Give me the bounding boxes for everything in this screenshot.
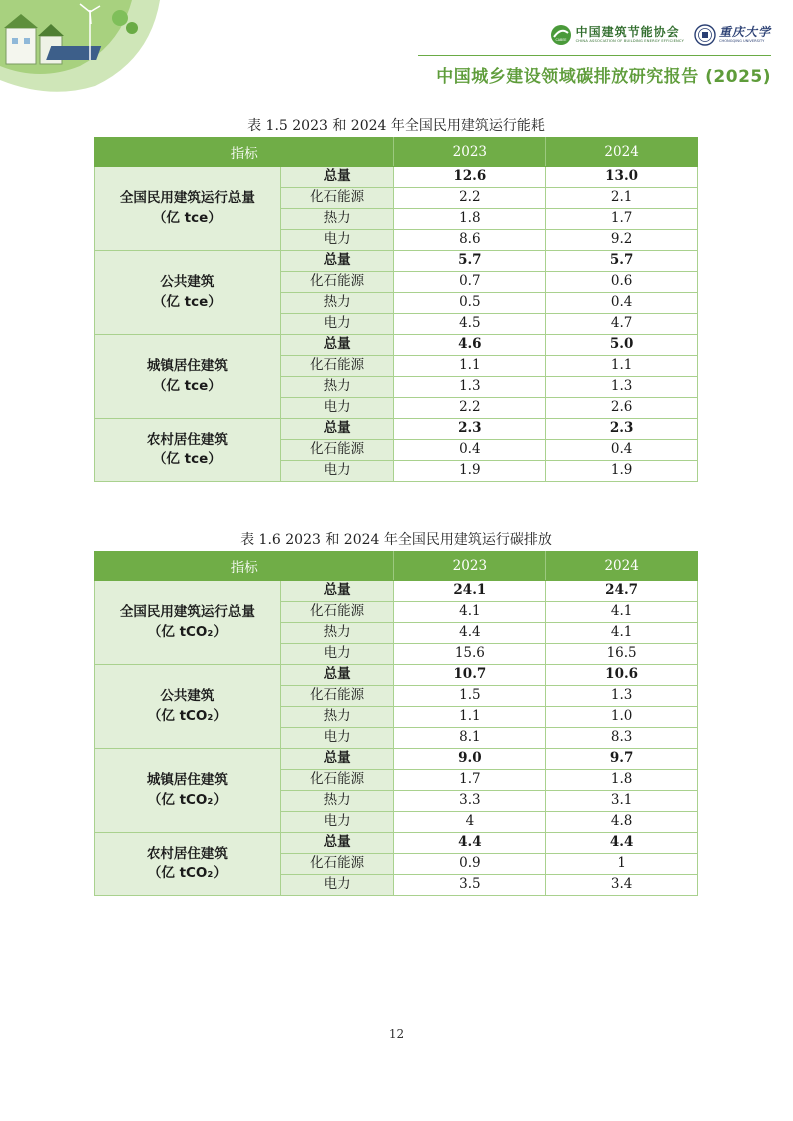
value-2024: 1.7	[546, 209, 698, 230]
association-logo	[550, 24, 684, 46]
value-2024: 8.3	[546, 728, 698, 749]
table-row	[95, 335, 698, 356]
value-2023: 0.7	[394, 272, 546, 293]
item-label: 总量	[280, 665, 394, 686]
group-label	[95, 167, 281, 251]
energy-consumption-table	[94, 137, 698, 482]
item-label: 化石能源	[280, 602, 394, 623]
value-2024: 1	[546, 854, 698, 875]
value-2023: 4.5	[394, 314, 546, 335]
value-2023: 5.7	[394, 251, 546, 272]
item-label: 化石能源	[280, 854, 394, 875]
item-label: 电力	[280, 230, 394, 251]
group-label	[95, 335, 281, 419]
group-label	[95, 749, 281, 833]
value-2024: 16.5	[546, 644, 698, 665]
value-2023: 3.3	[394, 791, 546, 812]
item-label: 电力	[280, 875, 394, 896]
group-name: 农村居住建筑	[146, 431, 228, 448]
header-year-2024: 2024	[546, 138, 698, 167]
value-2024: 13.0	[546, 167, 698, 188]
value-2024: 1.3	[546, 377, 698, 398]
group-label	[95, 833, 281, 896]
item-label: 化石能源	[280, 356, 394, 377]
value-2023: 2.2	[394, 398, 546, 419]
item-label: 总量	[280, 167, 394, 188]
value-2023: 4.6	[394, 335, 546, 356]
table-row	[95, 665, 698, 686]
value-2024: 1.8	[546, 770, 698, 791]
cabee-logo-icon	[550, 24, 572, 46]
value-2024: 2.6	[546, 398, 698, 419]
value-2024: 4.1	[546, 602, 698, 623]
header-year-2024: 2024	[546, 552, 698, 581]
item-label: 总量	[280, 833, 394, 854]
item-label: 热力	[280, 377, 394, 398]
group-name: 城镇居住建筑	[146, 772, 228, 788]
group-unit: （亿 tCO₂）	[147, 865, 227, 881]
group-unit: （亿 tce）	[152, 209, 222, 226]
value-2024: 1.3	[546, 686, 698, 707]
group-unit: （亿 tCO₂）	[147, 707, 227, 724]
item-label: 化石能源	[280, 272, 394, 293]
value-2023: 1.9	[394, 461, 546, 482]
group-name: 城镇居住建筑	[146, 358, 228, 374]
value-2024: 5.7	[546, 251, 698, 272]
item-label: 热力	[280, 791, 394, 812]
value-2023: 1.1	[394, 356, 546, 377]
value-2024: 4.8	[546, 812, 698, 833]
carbon-emission-table	[94, 551, 698, 896]
report-title: 中国城乡建设领域碳排放研究报告 (2025)	[436, 67, 771, 87]
item-label: 电力	[280, 644, 394, 665]
item-label: 电力	[280, 812, 394, 833]
university-name: 重庆大学	[718, 25, 771, 40]
group-unit: （亿 tce）	[152, 451, 222, 467]
group-label	[95, 581, 281, 665]
item-label: 化石能源	[280, 440, 394, 461]
item-label: 总量	[280, 749, 394, 770]
item-label: 化石能源	[280, 188, 394, 209]
value-2024: 1.9	[546, 461, 698, 482]
value-2023: 0.5	[394, 293, 546, 314]
group-unit: （亿 tce）	[152, 293, 222, 310]
value-2024: 10.6	[546, 665, 698, 686]
value-2023: 9.0	[394, 749, 546, 770]
value-2024: 2.1	[546, 188, 698, 209]
table-row	[95, 167, 698, 188]
table-1-caption: 表 1.5 2023 和 2024 年全国民用建筑运行能耗	[247, 118, 545, 134]
item-label: 热力	[280, 209, 394, 230]
value-2023: 0.9	[394, 854, 546, 875]
item-label: 总量	[280, 419, 394, 440]
item-label: 化石能源	[280, 770, 394, 791]
value-2024: 24.7	[546, 581, 698, 602]
value-2023: 24.1	[394, 581, 546, 602]
value-2023: 4.4	[394, 623, 546, 644]
group-label	[95, 665, 281, 749]
value-2023: 15.6	[394, 644, 546, 665]
value-2023: 4	[394, 812, 546, 833]
value-2023: 10.7	[394, 665, 546, 686]
table-row	[95, 251, 698, 272]
group-name: 公共建筑	[160, 688, 215, 704]
item-label: 总量	[280, 581, 394, 602]
value-2023: 4.4	[394, 833, 546, 854]
association-name: 中国建筑节能协会	[575, 25, 680, 40]
header-indicator: 指标	[95, 138, 394, 167]
group-name: 全国民用建筑运行总量	[119, 190, 255, 206]
value-2023: 1.1	[394, 707, 546, 728]
value-2023: 12.6	[394, 167, 546, 188]
value-2023: 0.4	[394, 440, 546, 461]
value-2024: 9.2	[546, 230, 698, 251]
value-2024: 2.3	[546, 419, 698, 440]
value-2023: 1.3	[394, 377, 546, 398]
value-2024: 0.6	[546, 272, 698, 293]
item-label: 电力	[280, 728, 394, 749]
value-2023: 8.1	[394, 728, 546, 749]
value-2023: 2.3	[394, 419, 546, 440]
value-2024: 1.1	[546, 356, 698, 377]
header-divider	[418, 55, 771, 56]
item-label: 总量	[280, 335, 394, 356]
value-2023: 4.1	[394, 602, 546, 623]
group-unit: （亿 tCO₂）	[147, 623, 227, 640]
group-label	[95, 251, 281, 335]
value-2024: 5.0	[546, 335, 698, 356]
value-2023: 8.6	[394, 230, 546, 251]
value-2024: 0.4	[546, 440, 698, 461]
item-label: 化石能源	[280, 686, 394, 707]
item-label: 电力	[280, 314, 394, 335]
value-2024: 9.7	[546, 749, 698, 770]
item-label: 热力	[280, 623, 394, 644]
value-2023: 3.5	[394, 875, 546, 896]
group-label	[95, 419, 281, 482]
group-name: 农村居住建筑	[146, 845, 228, 862]
group-name: 全国民用建筑运行总量	[119, 604, 255, 620]
table-2-caption: 表 1.6 2023 和 2024 年全国民用建筑运行碳排放	[240, 532, 552, 548]
header-year-2023: 2023	[394, 552, 546, 581]
corner-illustration	[0, 0, 160, 92]
group-unit: （亿 tCO₂）	[147, 791, 227, 808]
association-name-en: CHINA ASSOCIATION OF BUILDING ENERGY EFFICIENCY	[575, 39, 684, 44]
group-name: 公共建筑	[160, 274, 215, 290]
item-label: 电力	[280, 398, 394, 419]
value-2023: 1.8	[394, 209, 546, 230]
table-row	[95, 419, 698, 440]
table-row	[95, 833, 698, 854]
table-header-row	[95, 138, 698, 167]
header-year-2023: 2023	[394, 138, 546, 167]
value-2024: 0.4	[546, 293, 698, 314]
item-label: 热力	[280, 707, 394, 728]
table-header-row	[95, 552, 698, 581]
value-2024: 4.1	[546, 623, 698, 644]
item-label: 总量	[280, 251, 394, 272]
value-2024: 1.0	[546, 707, 698, 728]
header-indicator: 指标	[95, 552, 394, 581]
value-2024: 4.4	[546, 833, 698, 854]
value-2024: 4.7	[546, 314, 698, 335]
value-2024: 3.4	[546, 875, 698, 896]
header-logos	[550, 24, 771, 46]
table-row	[95, 749, 698, 770]
table-row	[95, 581, 698, 602]
item-label: 电力	[280, 461, 394, 482]
group-unit: （亿 tce）	[152, 377, 222, 394]
value-2024: 3.1	[546, 791, 698, 812]
value-2023: 2.2	[394, 188, 546, 209]
university-logo	[694, 24, 771, 46]
cabee-badge-text: CABEE	[555, 38, 567, 42]
item-label: 热力	[280, 293, 394, 314]
university-seal-icon	[694, 24, 716, 46]
page-number: 12	[388, 1027, 405, 1041]
university-name-en: CHONGQING UNIVERSITY	[718, 39, 765, 44]
value-2023: 1.7	[394, 770, 546, 791]
value-2023: 1.5	[394, 686, 546, 707]
